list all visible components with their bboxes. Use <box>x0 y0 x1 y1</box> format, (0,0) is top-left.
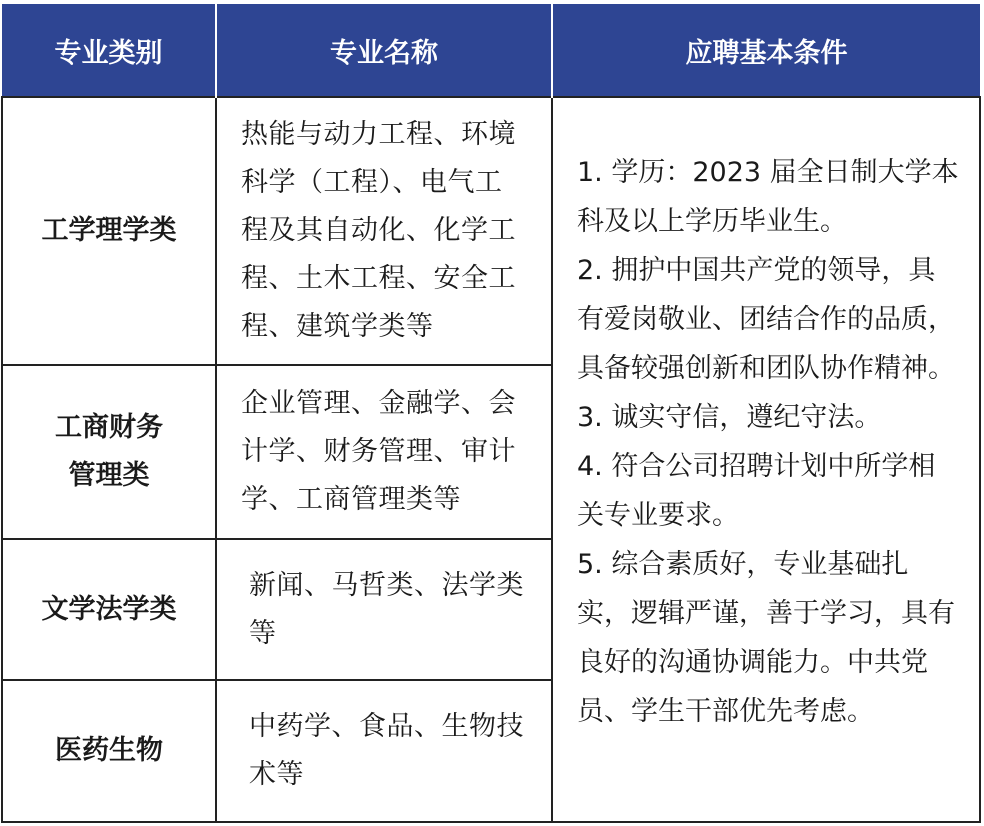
category-cell <box>2 680 216 822</box>
category-label-line1: 工商财务 <box>55 412 163 443</box>
condition-item: 5. 综合素质好，专业基础扎实，逻辑严谨，善于学习，具有良好的沟通协调能力。中共党员、学生干部优先考虑。 <box>577 549 955 727</box>
conditions-cell <box>552 97 980 822</box>
category-label: 医药生物 <box>55 735 163 766</box>
majors-cell: 新闻、马哲类、法学类等 <box>216 539 552 680</box>
header-major-name: 专业名称 <box>216 4 552 97</box>
majors-cell: 中药学、食品、生物技术等 <box>216 680 552 822</box>
condition-item: 3. 诚实守信，遵纪守法。 <box>577 402 882 433</box>
category-label-line2: 管理类 <box>68 460 150 491</box>
table-header-row <box>2 4 980 97</box>
condition-item: 4. 符合公司招聘计划中所学相关专业要求。 <box>577 451 936 531</box>
majors-cell: 热能与动力工程、环境科学（工程）、电气工程及其自动化、化学工程、土木工程、安全工程、建筑学类等 <box>216 97 552 365</box>
header-basic-conditions: 应聘基本条件 <box>552 4 980 97</box>
condition-item: 2. 拥护中国共产党的领导，具有爱岗敬业、团结合作的品质，具备较强创新和团队协作精神。 <box>577 255 955 384</box>
requirements-table <box>1 4 981 823</box>
condition-item: 1. 学历：2023 届全日制大学本科及以上学历毕业生。 <box>577 157 959 237</box>
category-cell <box>2 97 216 365</box>
table-row <box>2 97 980 365</box>
header-major-category: 专业类别 <box>2 4 216 97</box>
category-label: 工学理学类 <box>41 215 177 246</box>
category-cell <box>2 365 216 539</box>
category-cell <box>2 539 216 680</box>
category-label: 文学法学类 <box>41 593 177 625</box>
majors-cell: 企业管理、金融学、会计学、财务管理、审计学、工商管理类等 <box>216 365 552 539</box>
